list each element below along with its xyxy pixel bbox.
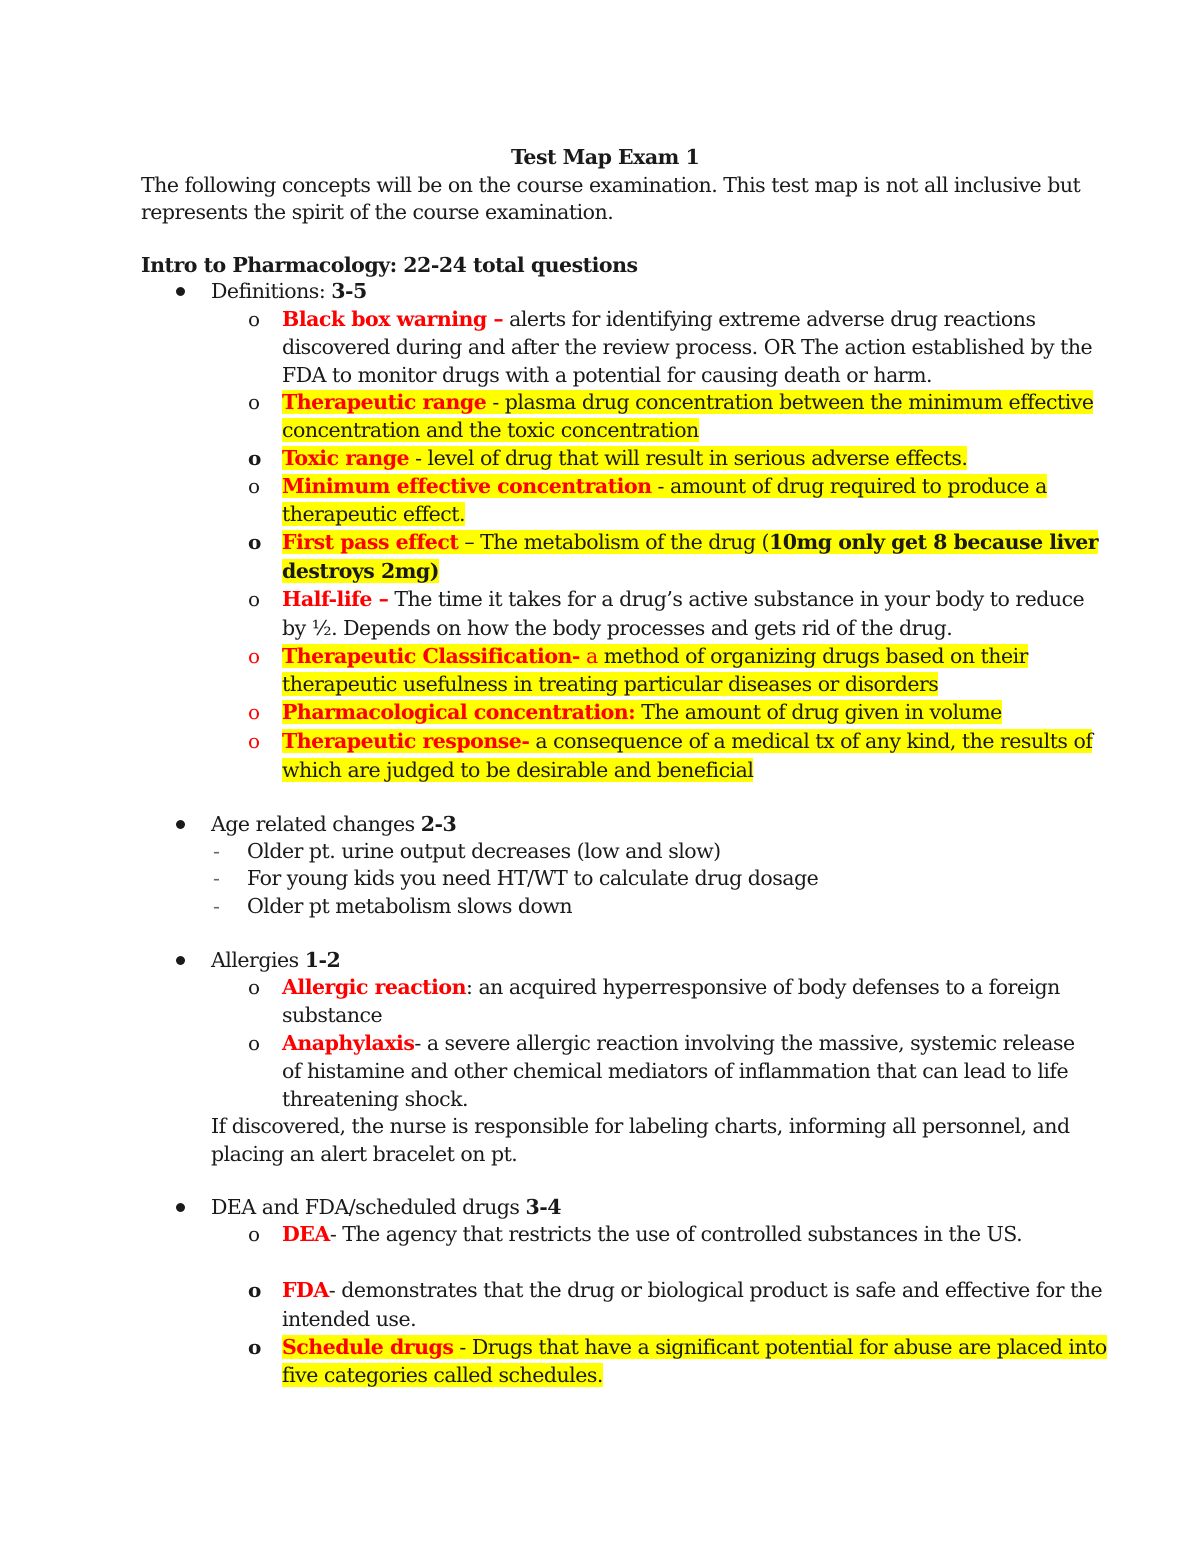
allergic-reaction-line-1: Allergic reaction: an acquired hyperresponsive of body defenses to a foreign — [282, 975, 1060, 999]
sub-bullet-icon: o — [248, 446, 262, 470]
bullet-icon — [176, 820, 185, 829]
dash-icon: - — [213, 866, 220, 890]
age-item: Older pt. urine output decreases (low and slow) — [247, 839, 721, 863]
dea-line-1: DEA- The agency that restricts the use of controlled substances in the US. — [282, 1222, 1023, 1246]
schedule-drugs-line-1: Schedule drugs - Drugs that have a significant potential for abuse are placed into — [282, 1335, 1107, 1359]
anaphylaxis-line-3: threatening shock. — [282, 1087, 469, 1111]
age-label: Age related changes 2-3 — [211, 812, 457, 836]
definitions-label: Definitions: 3-5 — [211, 279, 367, 303]
sub-bullet-icon: o — [248, 474, 261, 498]
def-half-life-line-1: Half-life – The time it takes for a drug’s active substance in your body to reduce — [282, 587, 1085, 611]
def-toxic-range-line-1: Toxic range - level of drug that will result in serious adverse effects. — [282, 446, 968, 470]
def-therapeutic-response-line-2: which are judged to be desirable and beneficial — [282, 758, 754, 782]
def-therapeutic-range-line-1: Therapeutic range - plasma drug concentration between the minimum effective — [282, 390, 1094, 414]
def-therapeutic-class-line-1: Therapeutic Classification- a method of organizing drugs based on their — [282, 644, 1028, 668]
sub-bullet-icon: o — [248, 1222, 261, 1246]
dash-icon: - — [213, 839, 220, 863]
def-first-pass-line-2: destroys 2mg) — [282, 559, 439, 583]
intro-line-1: The following concepts will be on the course examination. This test map is not all inclusive but — [141, 173, 1081, 197]
dea-fda-label: DEA and FDA/scheduled drugs 3-4 — [211, 1195, 561, 1219]
sub-bullet-icon: o — [248, 729, 261, 753]
anaphylaxis-line-2: of histamine and other chemical mediators of inflammation that can lead to life — [282, 1059, 1069, 1083]
age-item: Older pt metabolism slows down — [247, 894, 573, 918]
fda-line-2: intended use. — [282, 1307, 417, 1331]
page-title: Test Map Exam 1 — [511, 145, 700, 169]
sub-bullet-icon: o — [248, 307, 261, 331]
bullet-icon — [176, 1203, 185, 1212]
intro-line-2: represents the spirit of the course examination. — [141, 200, 614, 224]
anaphylaxis-line-1: Anaphylaxis- a severe allergic reaction involving the massive, systemic release — [282, 1031, 1075, 1055]
allergic-reaction-line-2: substance — [282, 1003, 383, 1027]
age-item: For young kids you need HT/WT to calculate drug dosage — [247, 866, 819, 890]
bullet-icon — [176, 956, 185, 965]
allergies-label: Allergies 1-2 — [211, 948, 341, 972]
sub-bullet-icon: o — [248, 530, 262, 554]
sub-bullet-icon: o — [248, 1031, 261, 1055]
sub-bullet-icon: o — [248, 390, 261, 414]
def-mec-line-1: Minimum effective concentration - amount of drug required to produce a — [282, 474, 1047, 498]
sub-bullet-icon: o — [248, 644, 261, 668]
def-black-box-line-1: Black box warning – alerts for identifying extreme adverse drug reactions — [282, 307, 1036, 331]
sub-bullet-icon: o — [248, 975, 261, 999]
bullet-icon — [176, 287, 185, 296]
sub-bullet-icon: o — [248, 700, 261, 724]
sub-bullet-icon: o — [248, 587, 261, 611]
section-heading: Intro to Pharmacology: 22-24 total questions — [141, 253, 638, 277]
def-black-box-line-2: discovered during and after the review process. OR The action established by the — [282, 335, 1093, 359]
fda-line-1: FDA- demonstrates that the drug or biological product is safe and effective for the — [282, 1278, 1103, 1302]
def-black-box-line-3: FDA to monitor drugs with a potential for causing death or harm. — [282, 363, 933, 387]
def-therapeutic-range-line-2: concentration and the toxic concentration — [282, 418, 699, 442]
def-mec-line-2: therapeutic effect. — [282, 502, 466, 526]
sub-bullet-icon: o — [248, 1278, 262, 1302]
def-half-life-line-2: by ½. Depends on how the body processes and gets rid of the drug. — [282, 616, 953, 640]
def-therapeutic-response-line-1: Therapeutic response- a consequence of a medical tx of any kind, the results of — [282, 729, 1093, 753]
sub-bullet-icon: o — [248, 1335, 262, 1359]
dash-icon: - — [213, 894, 220, 918]
def-pharm-concentration-line-1: Pharmacological concentration: The amount of drug given in volume — [282, 700, 1002, 724]
allergies-note-line-2: placing an alert bracelet on pt. — [211, 1142, 518, 1166]
allergies-note-line-1: If discovered, the nurse is responsible for labeling charts, informing all personnel, and — [211, 1114, 1070, 1138]
schedule-drugs-line-2: five categories called schedules. — [282, 1363, 603, 1387]
def-therapeutic-class-line-2: therapeutic usefulness in treating particular diseases or disorders — [282, 672, 939, 696]
def-first-pass-line-1: First pass effect – The metabolism of the drug (10mg only get 8 because liver — [282, 530, 1099, 554]
